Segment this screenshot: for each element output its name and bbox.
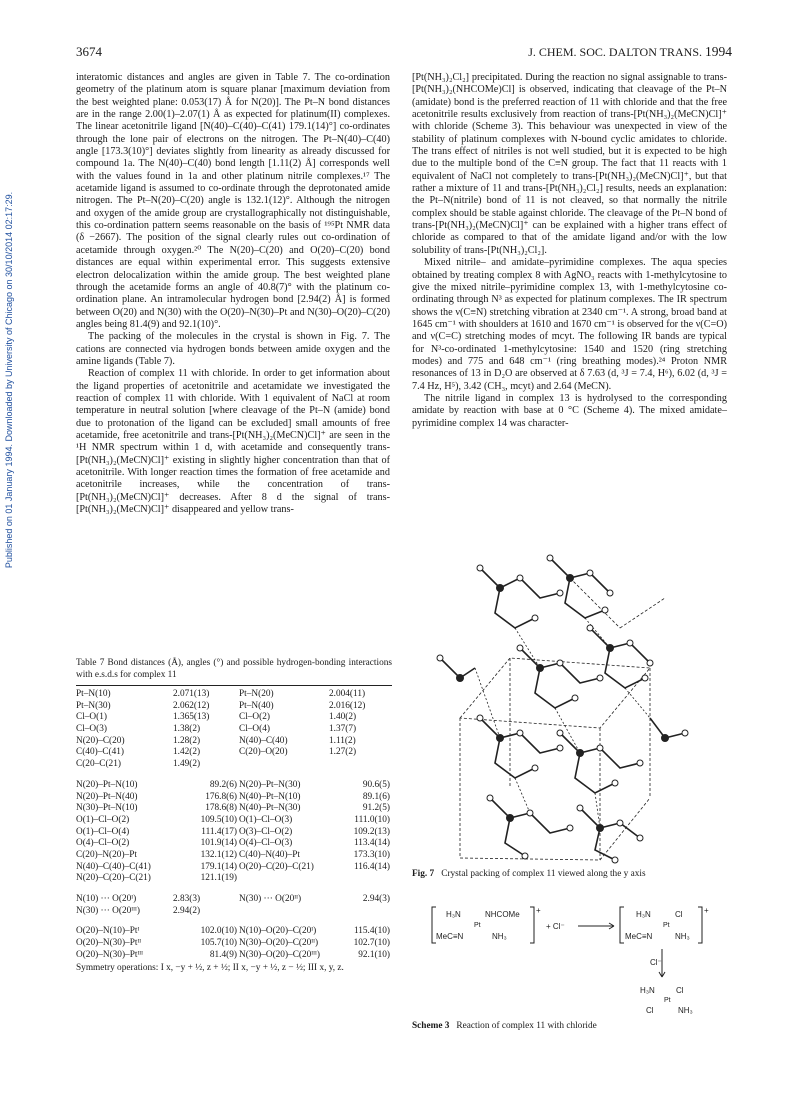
hangle-block	[76, 926, 392, 961]
table-row: N(20)–C(20)–C(21) 121.1(19)	[76, 873, 237, 884]
final-h3n: H₃N	[640, 986, 655, 995]
table-row: O(20)–N(30)–Ptᴵᴵ 105.7(10) N(30)–O(20)–C(20ᴵᴵ) 102.7(10)	[76, 938, 390, 949]
running-header	[528, 44, 732, 60]
paragraph: The packing of the molecules in the crystal is shown in Fig. 7. The cations are connected via hydrogen bonds between amide oxygen and the amine ligands (Table 7).	[76, 331, 390, 367]
scheme-caption-text: Reaction of complex 11 with chloride	[456, 1021, 597, 1031]
table-row: N(30) ··· O(20ᴵᴵᴵ) 2.94(2)	[76, 905, 201, 916]
table-row: C(20–C(21) 1.49(2)	[76, 759, 201, 770]
hbond-block	[76, 894, 392, 917]
scheme-3	[430, 905, 720, 1015]
reactant-h3n: H₃N	[446, 910, 461, 919]
table-row: C(40)–C(41) 1.42(2) C(20)–O(20) 1.27(2)	[76, 747, 357, 758]
product-charge: +	[704, 906, 709, 915]
final-cl-bottom: Cl	[646, 1006, 654, 1015]
table-row: O(1)–Cl–O(4) 111.4(17) O(3)–Cl–O(2) 109.2(13)	[76, 826, 390, 837]
journal-year: 1994	[705, 44, 732, 59]
download-sidenote	[2, 70, 16, 690]
figure-7-caption	[412, 869, 646, 879]
reactant-charge: +	[536, 906, 541, 915]
table-row: Cl–O(1) 1.365(13) Cl–O(2) 1.40(2)	[76, 712, 357, 723]
right-column	[412, 72, 727, 430]
crystal-packing-drawing	[420, 538, 710, 868]
table-row: O(20)–N(10)–Ptᴵ 102.0(10) N(10)–O(20)–C(20ᴵ) 115.4(10)	[76, 926, 390, 937]
final-cl: Cl	[676, 986, 684, 995]
scheme-label: Scheme 3	[412, 1021, 450, 1031]
down-reagent: Cl⁻	[650, 958, 662, 967]
symmetry-operations: Symmetry operations: I x, −y + ½, z + ½; II x, −y + ½, z − ½; III x, y, z.	[76, 963, 344, 974]
table-caption: Table 7 Bond distances (Å), angles (°) and possible hydrogen-bonding interactions with e.s.d.s for complex 11	[76, 658, 392, 680]
product-pt: Pt	[663, 922, 670, 929]
product-h3n: H₃N	[636, 910, 651, 919]
figure-label: Fig. 7	[412, 869, 435, 879]
table-row: N(20)–C(20) 1.28(2) N(40)–C(40) 1.11(2)	[76, 735, 356, 746]
table-row: N(30)–Pt–N(10) 178.6(8) N(40)–Pt–N(30) 91.2(5)	[76, 803, 390, 814]
final-nh3: NH₃	[678, 1006, 693, 1015]
product-cl: Cl	[675, 910, 683, 919]
table-row: O(20)–N(30)–Ptᴵᴵᴵ 81.4(9) N(30)–O(20)–C(20ᴵᴵᴵ) 92.1(10)	[76, 949, 390, 960]
table-7	[76, 658, 392, 975]
page-number: 3674	[76, 44, 102, 59]
sidenote-text[interactable]: Published on 01 January 1994. Downloaded by University of Chicago on 30/10/2014 02:17:29.	[4, 191, 14, 569]
table-row: Pt–N(10) 2.071(13) Pt–N(20) 2.004(11)	[76, 689, 366, 699]
table-row: N(10) ··· O(20ᴵ) 2.83(3) N(30) ··· O(20ᴵᴵ) 2.94(3)	[76, 894, 390, 904]
table-row: N(20)–Pt–N(10) 89.2(6) N(20)–Pt–N(30) 90.6(5)	[76, 779, 390, 790]
distances-block	[76, 689, 392, 771]
table-row: Cl–O(3) 1.38(2) Cl–O(4) 1.37(7)	[76, 724, 357, 735]
table-row: C(20)–N(20)–Pt 132.1(12) C(40)–N(40)–Pt 173.3(10)	[76, 849, 390, 860]
table-rule	[76, 685, 392, 686]
chloride-reagent: + Cl⁻	[546, 922, 565, 931]
paragraph: interatomic distances and angles are given in Table 7. The co-ordination geometry of the platinum atom is square planar [maximum deviation from the best weighted plane: 0.053(17) Å for N(20)]. The Pt–N bond distances are in the range 2.00(1)–2.07(1) Å as expected for platinum(II) complexes. The linear acetonitrile ligand [N(40)–C(40)–C(41) 179.1(14)°] co-ordinates through the lone pair of electrons on the nitrogen. The Pt–N(40)–C(40) angle [173.3(10)°] deviates slightly from linearity as already discussed for compound 1a. The N(40)–C(40) bond length [1.11(2) Å] corresponds well with the values found in 1a and other platinum nitrile complexes.¹⁷ The acetamide ligand is assumed to co-ordinate through the deprotonated amide nitrogen. The Pt–N(20)–C(20) angle is 132.1(12)°. Although the nitrogen and oxygen of the amide group are crystallographically not distinguishable, this co-ordination pattern seems reasonable on the basis of ¹⁹⁵Pt NMR data (δ −2667). The position of the signal clearly rules out co-ordination of acetamide through oxygen.²⁰ The N(20)–C(20) and O(20)–C(20) bond distances are equal within experimental error. This suggests extensive electron delocalization within the amide group. The best weighted plane through the acetamide forms an angle of 40.8(7)° with the platinum co-ordination plane. An intramolecular hydrogen bond [2.94(2) Å] is formed between O(20) and N(30) with the O(20)–N(30)–Pt and N(30)–O(20)–C(20) angles being 81.4(9) and 92.1(10)°.	[76, 72, 390, 330]
reactant-nhcome: NHCOMe	[485, 910, 520, 919]
final-pt: Pt	[664, 997, 671, 1004]
left-column	[76, 72, 390, 516]
angles-block	[76, 780, 392, 885]
paragraph: The nitrile ligand in complex 13 is hydrolysed to the corresponding amidate by reaction with base at 0 °C (Scheme 4). The mixed amidate–pyrimidine complex 14 was character-	[412, 392, 727, 429]
paragraph: Reaction of complex 11 with chloride. In order to get information about the ligand properties of acetonitrile and acetamidate we investigated the reaction of complex 11 with chloride. With 1 equivalent of NaCl at room temperature in neutral solution [where cleavage of the Pt–N (amide) bond due to protonation of the ligand can be excluded] small amounts of free acetamide, free acetonitrile and trans-[Pt(NH₃)₂(MeCN)Cl]⁺ are seen in the ¹H NMR spectrum within 1 d, with acetamide and consequently trans-[Pt(NH₃)₂(MeCN)Cl]⁺ existing in slightly higher concentration than that of acetonitrile. With longer reaction times the formation of free acetamide and acetonitrile increases, while the concentration of trans-[Pt(NH₃)₂(MeCN)Cl]⁺ decreases. After 8 d the signal of trans-[Pt(NH₃)₂(MeCN)Cl]⁺ disappeared and yellow trans-	[76, 368, 390, 516]
table-row: N(40)–C(40)–C(41) 179.1(14) O(20)–C(20)–C(21) 116.4(14)	[76, 861, 390, 872]
reactant-nh3: NH₃	[492, 932, 507, 941]
table-row: Pt–N(30) 2.062(12) Pt–N(40) 2.016(12)	[76, 700, 366, 711]
product-nh3: NH₃	[675, 932, 690, 941]
figure-caption-text: Crystal packing of complex 11 viewed along the y axis	[441, 869, 646, 879]
table-row: O(4)–Cl–O(2) 101.9(14) O(4)–Cl–O(3) 113.4(14)	[76, 838, 390, 849]
scheme-3-caption	[412, 1021, 597, 1031]
paragraph: Mixed nitrile– and amidate–pyrimidine complexes. The aqua species obtained by treating complex 8 with AgNO₃ reacts with 1-methylcytosine to give the mixed nitrile–pyrimidine complex 13, with 1-methylcytosine co-ordinating through N³ as expected for platinum complexes. The IR spectrum shows the ν(C≡N) stretching vibration at 2340 cm⁻¹. A strong, broad band at 1645 cm⁻¹ with shoulders at 1610 and 1670 cm⁻¹ is observed for the ν(C=O) and ν(C=C) stretching modes of mcyt. The following IR bands are typical for N³-co-ordinated 1-methylcytosine: 1540 and 1520 (ring stretching modes) and 775 and 648 cm⁻¹ (ring breathing modes).²⁴ Proton NMR resonances of 13 in D₂O are observed at δ 7.63 (d, ³J = 7.4, H⁶), 6.02 (d, ³J = 7.4 Hz, H⁵), 3.42 (CH₃, mcyt) and 2.64 (MeCN).	[412, 257, 727, 392]
journal-name: J. CHEM. SOC. DALTON TRANS.	[528, 45, 702, 59]
product-mecn: MeC≡N	[625, 932, 653, 941]
table-row: N(20)–Pt–N(40) 176.8(6) N(40)–Pt–N(10) 89.1(6)	[76, 791, 390, 802]
scheme-3-drawing	[430, 905, 720, 1015]
figure-7-crystal-packing	[420, 538, 710, 878]
paragraph: [Pt(NH₃)₂Cl₂] precipitated. During the reaction no signal assignable to trans-[Pt(NH₃)₂(NHCOMe)Cl] is observed, indicating that cleavage of the Pt–N (amidate) bond is the preferred reaction of 11 with chloride and that the free acetonitrile results exclusively from reaction of trans-[Pt(NH₃)₂(MeCN)Cl]⁺ with chloride (Scheme 3). This behaviour was unexpected in view of the stability of platinum complexes with N-bound cyclic amidates to chloride. The trans effect of nitriles is not well studied, but it is expected to be high due to the multiple bond of the C≡N group. The fact that 11 reacts with 1 equivalent of NaCl not completely to trans-[Pt(NH₃)₂(MeCN)Cl]⁺, but that rather a mixture of 11 and trans-[Pt(NH₃)₂Cl₂] results, needs an explanation: the Pt–N(nitrile) bond of 11 is not cleaved, so that normally the nitrile complex should be stable against chloride. The cleavage of the Pt–N bond of trans-[Pt(NH₃)₂(MeCN)Cl]⁺ can be explained with a higher trans effect of chloride as compared to that of the amidate ligand and/or with the low solubility of trans-[Pt(NH₃)₂Cl₂].	[412, 72, 727, 256]
table-row: O(1)–Cl–O(2) 109.5(10) O(1)–Cl–O(3) 111.0(10)	[76, 814, 390, 825]
reactant-mecn: MeC≡N	[436, 932, 464, 941]
reactant-pt: Pt	[474, 922, 481, 929]
